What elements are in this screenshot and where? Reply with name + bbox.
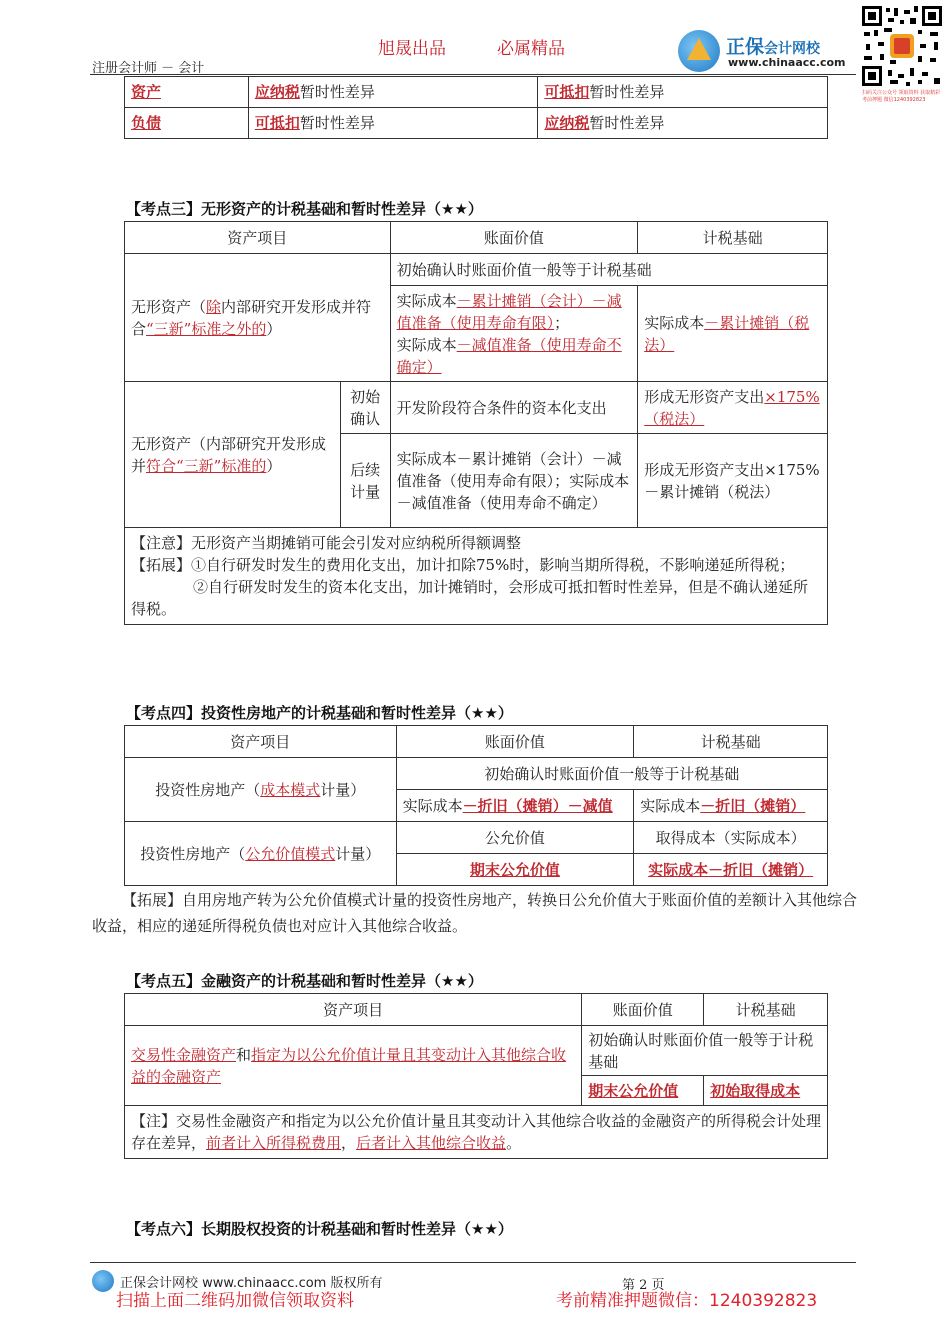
section-4-heading: 【考点四】投资性房地产的计税基础和暂时性差异（★★） (126, 704, 513, 722)
text: 实际成本 (644, 313, 705, 332)
cell-book-value-formula (390, 286, 638, 382)
label-taxable: 应纳税 (544, 114, 590, 132)
highlight-text: 初始取得成本 (710, 1081, 801, 1100)
section-4-extension: 【拓展】自用房地产转为公允价值模式计量的投资性房地产，转换日公允价值大于账面价值的差额计入其他综合收益，相应的递延所得税负债也对应计入其他综合收益。 (92, 891, 858, 935)
label-asset: 资产 (131, 83, 162, 101)
highlight-text: 公允价值模式 (245, 844, 336, 863)
cell-175-tax-base (638, 382, 828, 434)
text: 内部研究开发形成并符合 (131, 297, 372, 338)
slogan-left: 旭晟出品 (378, 39, 446, 59)
text: 计量） (320, 780, 366, 799)
highlight-text: 除 (206, 297, 222, 316)
slogan-right: 必属精品 (497, 39, 565, 59)
footer-copyright: 正保会计网校 www.chinaacc.com 版权所有 (120, 1276, 383, 1291)
cell-intangible-other (125, 254, 391, 382)
cell-cost-model (125, 758, 397, 822)
section-3-heading: 【考点三】无形资产的计税基础和暂时性差异（★★） (126, 200, 483, 218)
highlight-text: ×175%（税法） (644, 387, 820, 428)
cell-liability-tax (538, 108, 828, 139)
cell-cost-tax (634, 790, 828, 822)
cell-cost-book (396, 790, 634, 822)
cell-fair-value-model (125, 822, 397, 886)
note-extension-1: 【拓展】①自行研发时发生的费用化支出，加计扣除75%时，影响当期所得税，不影响递延所得税； (131, 556, 795, 574)
cell-period-end-fair-value (396, 854, 634, 886)
label-liability: 负债 (131, 114, 162, 132)
text: 【注】交易性金融资产和指定为以公允价值计量且其变动计入其他综合收益的金融资产的所得税会计处理存在差异， (131, 1112, 822, 1152)
text: 实际成本 (396, 335, 457, 354)
table-header-row (125, 222, 828, 254)
cell-subsequent-tax: 形成无形资产支出×175%－累计摊销（税法） (638, 434, 828, 528)
highlight-text: －折旧（摊销）－减值 (462, 796, 613, 815)
table-intangible-assets (124, 221, 828, 625)
table-investment-property (124, 725, 828, 886)
text: ） (266, 319, 282, 338)
table-row (125, 382, 828, 434)
header-tax-base: 计税基础 (638, 222, 828, 254)
header-tax-base: 计税基础 (704, 994, 828, 1026)
highlight-text: 交易性金融资产 (131, 1045, 237, 1064)
cell-intangible-rd (125, 382, 341, 528)
table-note-row (125, 528, 828, 625)
cell-asset (125, 77, 249, 108)
table-row (125, 77, 828, 108)
cell-asset-book (248, 77, 538, 108)
header-asset-item: 资产项目 (125, 994, 582, 1026)
text: 和 (236, 1045, 252, 1064)
label-temp-diff: 暂时性差异 (589, 83, 665, 101)
cell-initial-recognition: 初始确认时账面价值一般等于计税基础 (396, 758, 827, 790)
logo-url: www.chinaacc.com (728, 56, 846, 69)
section-6-heading: 【考点六】长期股权投资的计税基础和暂时性差异（★★） (126, 1220, 513, 1238)
promo-scan-qr: 扫描上面二维码加微信领取资料 (116, 1291, 354, 1311)
text: ） (266, 456, 282, 475)
logo-name-main: 正保 (726, 36, 765, 58)
highlight-text: －减值准备（使用寿命不确定） (396, 335, 622, 376)
cell-liability (125, 108, 249, 139)
label-deductible: 可抵扣 (544, 83, 590, 101)
logo-name (726, 32, 820, 59)
footer-rule (90, 1262, 856, 1263)
highlight-text: 前者计入所得税费用 (206, 1134, 342, 1152)
highlight-text: “三新”标准之外的 (146, 319, 267, 338)
cell-tax-base-formula (638, 286, 828, 382)
text: 投资性房地产（ (140, 844, 246, 863)
note-extension-2: ②自行研发时发生的资本化支出，加计摊销时，会形成可抵扣暂时性差异，但是不确认递延所得税。 (131, 578, 809, 618)
cell-acquisition-cost: 取得成本（实际成本） (634, 822, 828, 854)
text: 形成无形资产支出 (644, 387, 765, 406)
brand-logo[interactable] (678, 30, 858, 74)
header-asset-item: 资产项目 (125, 222, 391, 254)
course-title: 注册会计师 － 会计 (92, 61, 205, 76)
cell-period-end-fair-value (582, 1076, 704, 1106)
cell-liability-book (248, 108, 538, 139)
page-number: 第 2 页 (622, 1278, 665, 1293)
cell-initial-recognition: 初始确认时账面价值一般等于计税基础 (582, 1026, 828, 1076)
highlight-text: 后者计入其他综合收益 (356, 1134, 507, 1152)
highlight-text: 期末公允价值 (469, 860, 560, 879)
logo-triangle-icon (687, 38, 711, 60)
table-row (125, 822, 828, 854)
header-asset-item: 资产项目 (125, 726, 397, 758)
section-5-heading: 【考点五】金融资产的计税基础和暂时性差异（★★） (126, 972, 483, 990)
table-header-row (125, 726, 828, 758)
footer-logo-icon (92, 1270, 114, 1292)
qr-code-icon[interactable] (860, 4, 944, 88)
table-row (125, 1026, 828, 1076)
cell-subsequent-label: 后续计量 (340, 434, 390, 528)
header-rule (90, 74, 856, 75)
text: 实际成本 (402, 796, 463, 815)
header-book-value: 账面价值 (582, 994, 704, 1026)
highlight-text: 期末公允价值 (588, 1081, 679, 1100)
label-temp-diff: 暂时性差异 (299, 83, 375, 101)
qr-caption: 扫码关注公众号 领取资料 获取精彩 考前押题 微信1240392823 (862, 90, 941, 103)
highlight-text: －累计摊销（税法） (644, 313, 810, 354)
cell-note (125, 1106, 828, 1159)
cell-initial-label: 初始确认 (340, 382, 390, 434)
label-temp-diff: 暂时性差异 (299, 114, 375, 132)
table-row (125, 758, 828, 790)
table-note-row (125, 1106, 828, 1159)
highlight-text: 成本模式 (260, 780, 321, 799)
cell-initial-cost (704, 1076, 828, 1106)
highlight-text: 符合“三新”标准的 (146, 456, 267, 475)
promo-wechat: 考前精准押题微信：1240392823 (556, 1291, 818, 1311)
highlight-text: 实际成本－折旧（摊销） (648, 860, 814, 879)
table-row (125, 108, 828, 139)
cell-fair-value: 公允价值 (396, 822, 634, 854)
header-book-value: 账面价值 (396, 726, 634, 758)
text: ， (341, 1134, 357, 1152)
text: 实际成本 (396, 291, 457, 310)
highlight-text: 指定为以公允价值计量且其变动计入其他综合收益的金融资产 (131, 1045, 567, 1086)
cell-capitalized-expense: 开发阶段符合条件的资本化支出 (390, 382, 638, 434)
text: 无形资产（内部研究开发形成并 (131, 434, 327, 475)
header-book-value: 账面价值 (390, 222, 638, 254)
text: 无形资产（ (131, 297, 207, 316)
cell-cost-less-depreciation (634, 854, 828, 886)
text: 计量） (335, 844, 381, 863)
table-deferred-tax-types (124, 76, 828, 139)
text: 实际成本 (640, 796, 701, 815)
label-temp-diff: 暂时性差异 (589, 114, 665, 132)
text: ； (554, 313, 570, 332)
table-header-row (125, 994, 828, 1026)
header-tax-base: 计税基础 (634, 726, 828, 758)
logo-name-suffix: 会计网校 (764, 41, 821, 57)
text: 投资性房地产（ (155, 780, 261, 799)
cell-notes (125, 528, 828, 625)
text: 。 (506, 1134, 522, 1152)
cell-financial-asset-item (125, 1026, 582, 1106)
cell-subsequent-book: 实际成本－累计摊销（会计）－减值准备（使用寿命有限）；实际成本－减值准备（使用寿命不确定） (390, 434, 638, 528)
highlight-text: －折旧（摊销） (700, 796, 806, 815)
cell-initial-recognition: 初始确认时账面价值一般等于计税基础 (390, 254, 827, 286)
table-row (125, 254, 828, 286)
highlight-text: －累计摊销（会计）－减值准备（使用寿命有限） (396, 291, 622, 332)
cell-asset-tax (538, 77, 828, 108)
note-attention: 【注意】无形资产当期摊销可能会引发对应纳税所得额调整 (131, 534, 522, 552)
table-financial-assets (124, 993, 828, 1159)
label-deductible: 可抵扣 (254, 114, 300, 132)
label-taxable: 应纳税 (254, 83, 300, 101)
